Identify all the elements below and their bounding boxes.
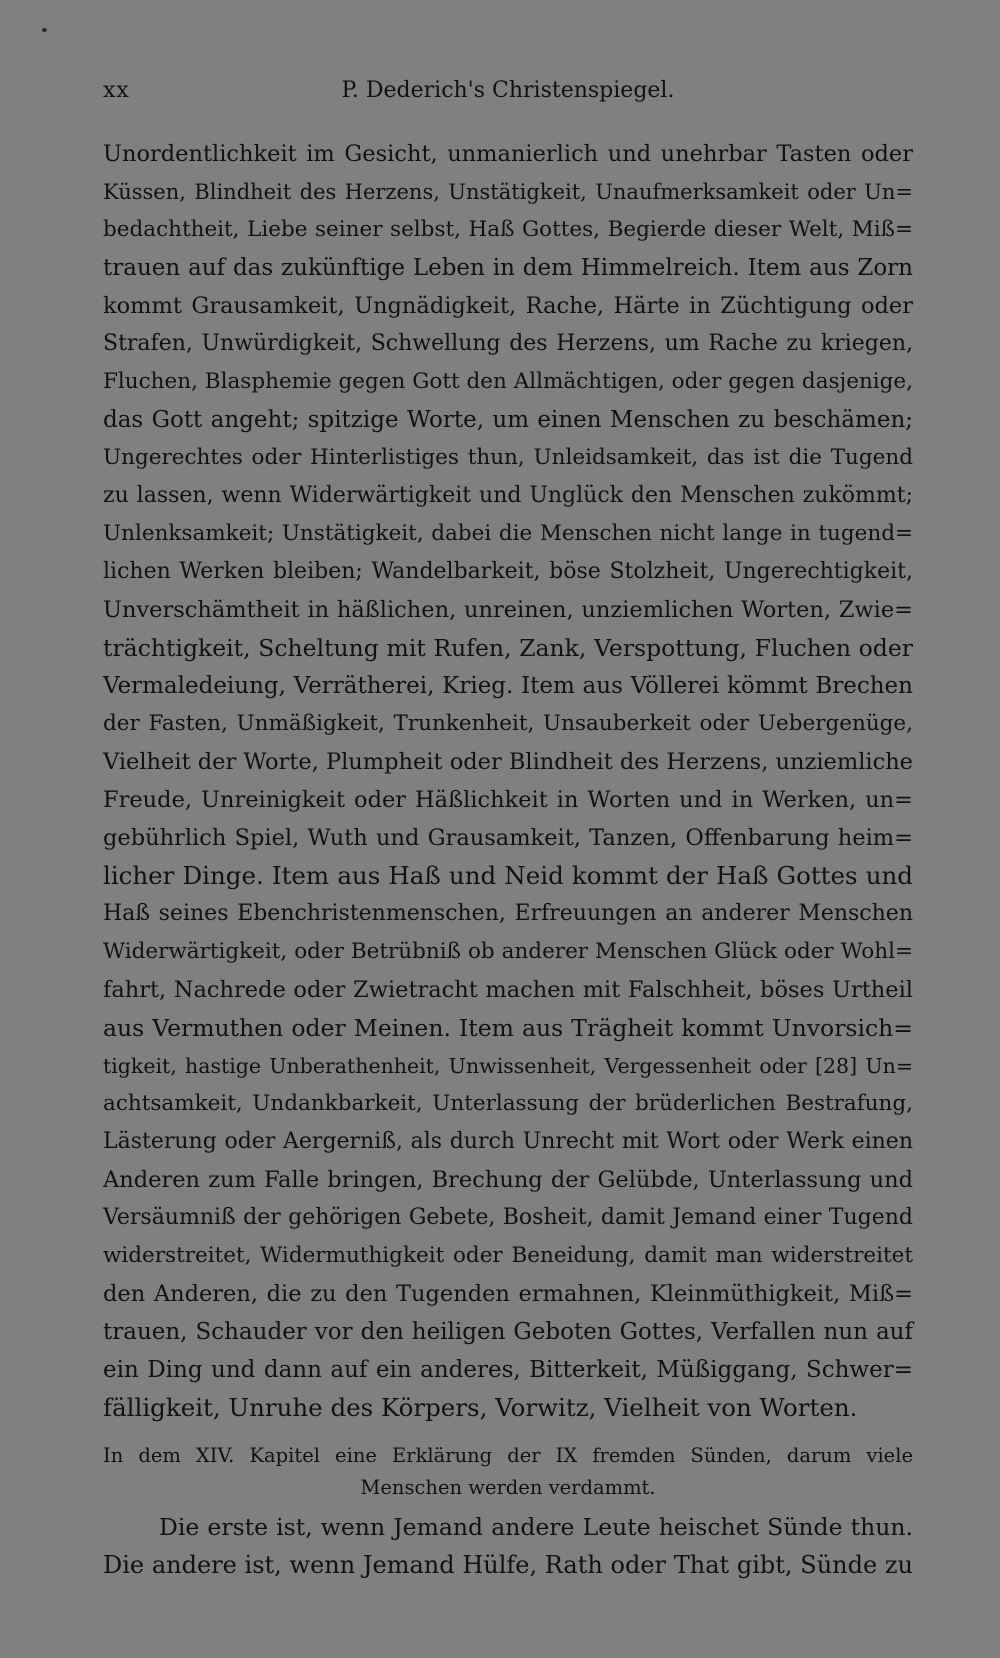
text-line: Die erste ist, wenn Jemand andere Leute heischet Sünde thun. [159, 1513, 913, 1541]
text-line: Versäumniß der gehörigen Gebete, Bosheit, damit Jemand einer Tugend [103, 1205, 913, 1230]
text-line: fahrt, Nachrede oder Zwietracht machen mit Falschheit, böses Urtheil [103, 977, 913, 1003]
text-line: Anderen zum Falle bringen, Brechung der Gelübde, Unterlassung und [103, 1167, 913, 1193]
chapter-heading [103, 1440, 913, 1504]
page-number: xx [103, 78, 130, 103]
text-line: kommt Grausamkeit, Ungnädigkeit, Rache, Härte in Züchtigung oder [103, 293, 913, 319]
text-line: aus Vermuthen oder Meinen. Item aus Trägheit kommt Unvorsich= [103, 1014, 913, 1042]
text-line: lichen Werken bleiben; Wandelbarkeit, böse Stolzheit, Ungerechtigkeit, [103, 559, 913, 584]
body-paragraph [103, 135, 913, 1427]
text-line: Die andere ist, wenn Jemand Hülfe, Rath oder That gibt, Sünde zu [103, 1551, 913, 1579]
text-line: tigkeit, hastige Unberathenheit, Unwissenheit, Vergessenheit oder [28] Un= [103, 1054, 913, 1078]
text-line: trächtigkeit, Scheltung mit Rufen, Zank, Verspottung, Fluchen oder [103, 634, 913, 662]
text-line: Haß seines Ebenchristenmenschen, Erfreuungen an anderer Menschen [103, 901, 913, 926]
text-line: Strafen, Unwürdigkeit, Schwellung des Herzens, um Rache zu kriegen, [103, 331, 913, 356]
text-line: achtsamkeit, Undankbarkeit, Unterlassung der brüderlichen Bestrafung, [103, 1091, 913, 1116]
text-line: trauen, Schauder vor den heiligen Geboten Gottes, Verfallen nun auf [103, 1319, 913, 1345]
running-title: P. Dederich's Christenspiegel. [341, 78, 675, 103]
text-line: Freude, Unreinigkeit oder Häßlichkeit in Worten und in Werken, un= [103, 787, 913, 813]
text-line: Widerwärtigkeit, oder Betrübniß ob anderer Menschen Glück oder Wohl= [103, 939, 913, 964]
text-line: Unordentlichkeit im Gesicht, unmanierlich und unehrbar Tasten oder [103, 141, 913, 167]
text-line: licher Dinge. Item aus Haß und Neid kommt der Haß Gottes und [103, 861, 913, 890]
section-paragraph [103, 1508, 913, 1584]
text-line: zu lassen, wenn Widerwärtigkeit und Unglück den Menschen zukömmt; [103, 483, 913, 508]
text-line: widerstreitet, Widermuthigkeit oder Beneidung, damit man widerstreitet [103, 1243, 913, 1268]
text-line: Vielheit der Worte, Plumpheit oder Blindheit des Herzens, unziemliche [103, 749, 913, 775]
text-line: Unlenksamkeit; Unstätigkeit, dabei die Menschen nicht lange in tugend= [103, 521, 913, 546]
text-line: der Fasten, Unmäßigkeit, Trunkenheit, Unsauberkeit oder Uebergenüge, [103, 711, 913, 736]
chapter-heading-line: In dem XIV. Kapitel eine Erklärung der IX fremden Sünden, darum viele [103, 1444, 913, 1467]
text-line: trauen auf das zukünftige Leben in dem Himmelreich. Item aus Zorn [103, 255, 913, 281]
text-line: das Gott angeht; spitzige Worte, um einen Menschen zu beschämen; [103, 407, 913, 433]
text-line: Fluchen, Blasphemie gegen Gott den Allmächtigen, oder gegen dasjenige, [103, 369, 913, 394]
text-line: Unverschämtheit in häßlichen, unreinen, unziemlichen Worten, Zwie= [103, 597, 913, 623]
ink-speck [42, 28, 47, 32]
text-line: gebührlich Spiel, Wuth und Grausamkeit, Tanzen, Offenbarung heim= [103, 825, 913, 851]
page-header [103, 78, 913, 110]
text-line: Küssen, Blindheit des Herzens, Unstätigkeit, Unaufmerksamkeit oder Un= [103, 180, 913, 204]
text-line: den Anderen, die zu den Tugenden ermahnen, Kleinmüthigkeit, Miß= [103, 1281, 913, 1307]
chapter-heading-line: Menschen werden verdammt. [360, 1476, 656, 1499]
text-line: Lästerung oder Aergerniß, als durch Unrecht mit Wort oder Werk einen [103, 1129, 913, 1154]
text-line: Ungerechtes oder Hinterlistiges thun, Unleidsamkeit, das ist die Tugend [103, 445, 913, 470]
text-line: bedachtheit, Liebe seiner selbst, Haß Gottes, Begierde dieser Welt, Miß= [103, 217, 913, 242]
text-line: fälligkeit, Unruhe des Körpers, Vorwitz, Vielheit von Worten. [103, 1393, 858, 1422]
text-line: ein Ding und dann auf ein anderes, Bitterkeit, Müßiggang, Schwer= [103, 1357, 913, 1383]
text-line: Vermaledeiung, Verrätherei, Krieg. Item aus Völlerei kömmt Brechen [103, 673, 913, 699]
